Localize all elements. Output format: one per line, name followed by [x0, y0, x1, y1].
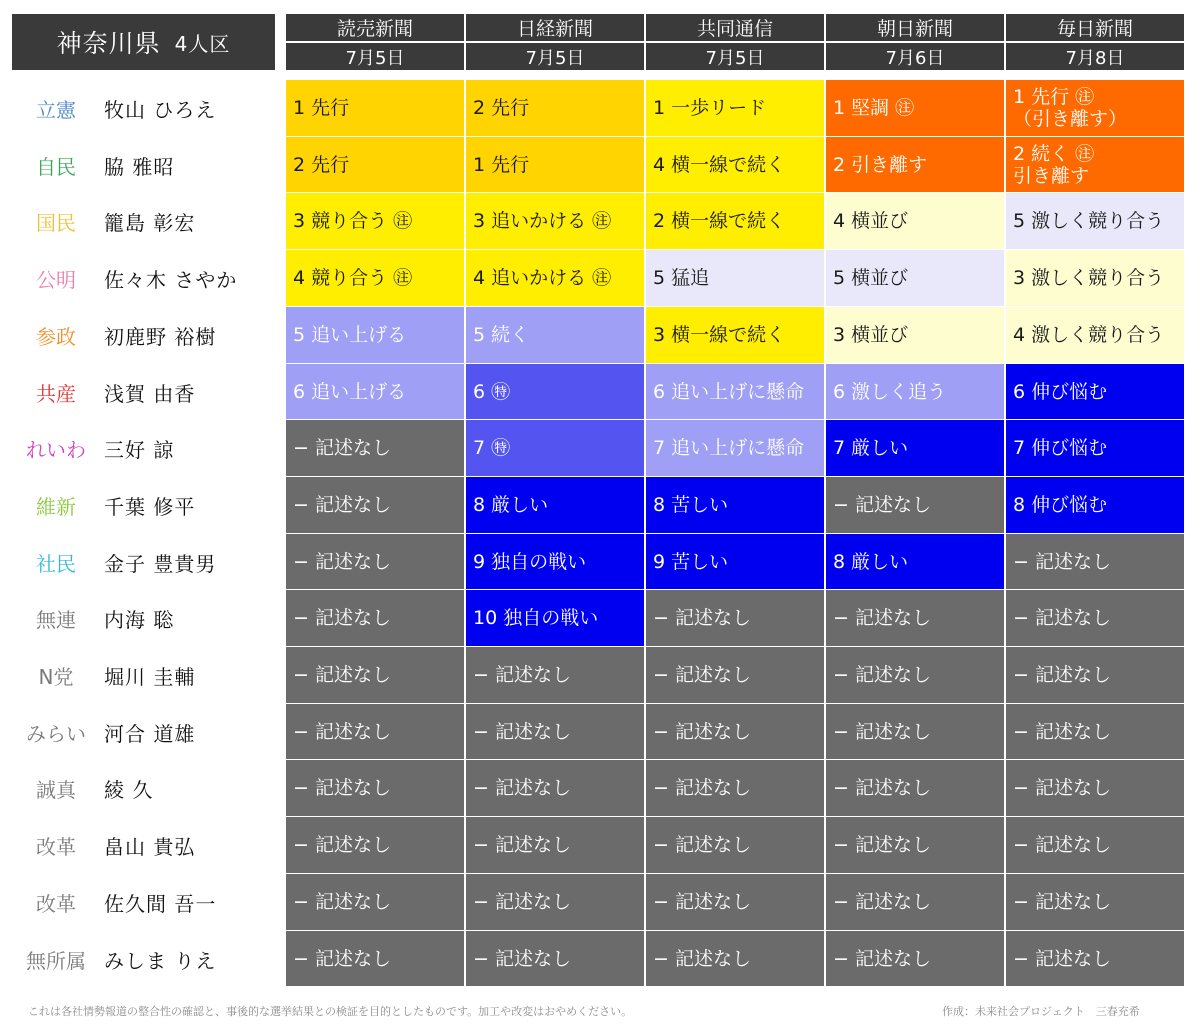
- party-name: 無所属: [26, 948, 86, 973]
- forecast-cell: [1006, 760, 1184, 816]
- candidate-row-label: [20, 250, 275, 306]
- forecast-cell: [286, 137, 464, 192]
- forecast-text: 6 追い上げに懸命: [653, 380, 805, 403]
- party-name: 共産: [36, 381, 76, 406]
- source-name: 共同通信: [646, 14, 824, 41]
- forecast-cell: [466, 307, 644, 363]
- forecast-cell: [286, 647, 464, 703]
- forecast-text: 4 競り合う ㊟: [293, 267, 413, 289]
- forecast-text: 3 激しく競り合う: [1013, 267, 1165, 289]
- candidate-name: 畠山 貴弘: [104, 834, 196, 859]
- forecast-cell: [646, 760, 824, 816]
- forecast-cell: [286, 590, 464, 646]
- candidate-name: 牧山 ひろえ: [104, 97, 217, 122]
- forecast-text: − 記述なし: [653, 947, 751, 970]
- forecast-text: − 記述なし: [473, 947, 571, 970]
- party-name: 社民: [36, 551, 76, 576]
- source-date: 7月5日: [286, 43, 464, 70]
- forecast-cell: [286, 477, 464, 533]
- party-name: れいわ: [26, 437, 86, 462]
- candidate-name: 三好 諒: [104, 437, 175, 462]
- forecast-text: − 記述なし: [293, 947, 391, 970]
- forecast-cell: [466, 760, 644, 816]
- forecast-text: 2 先行: [473, 97, 530, 119]
- forecast-cell: [826, 364, 1004, 419]
- party-name: 参政: [36, 324, 76, 349]
- party-name: 維新: [36, 494, 76, 519]
- candidate-row-label: [20, 534, 275, 590]
- forecast-cell: [466, 364, 644, 419]
- forecast-text: − 記述なし: [1013, 720, 1111, 743]
- candidate-row-label: [20, 420, 275, 476]
- forecast-cell: [646, 420, 824, 476]
- candidate-name: みしま りえ: [104, 948, 217, 973]
- forecast-cell: [286, 534, 464, 589]
- forecast-text: 8 厳しい: [473, 494, 549, 516]
- forecast-text: 6 激しく追う: [833, 380, 947, 403]
- forecast-cell: [826, 80, 1004, 136]
- forecast-text: − 記述なし: [653, 720, 751, 743]
- forecast-text: − 記述なし: [833, 607, 931, 629]
- forecast-text: 1 先行: [293, 97, 350, 119]
- forecast-cell: [286, 364, 464, 419]
- footer-disclaimer: これは各社情勢報道の整合性の確認と、事後的な選挙結果との検証を目的としたものです。加工や改変はおやめください。: [28, 1005, 633, 1018]
- forecast-text: 7 厳しい: [833, 437, 909, 459]
- forecast-text: − 記述なし: [293, 834, 391, 856]
- forecast-text: 4 横並び: [833, 210, 909, 232]
- forecast-text: 4 横一線で続く: [653, 153, 786, 176]
- forecast-cell: [646, 704, 824, 759]
- source-date: 7月5日: [646, 43, 824, 70]
- forecast-cell: [1006, 704, 1184, 759]
- candidate-name: 脇 雅昭: [104, 154, 175, 179]
- forecast-text: − 記述なし: [293, 777, 391, 799]
- party-name: 誠真: [36, 777, 76, 802]
- candidate-row-label: [20, 193, 275, 249]
- forecast-text: 10 独自の戦い: [473, 607, 599, 629]
- forecast-cell: [646, 590, 824, 646]
- forecast-text: 6 追い上げる: [293, 380, 407, 403]
- source-date: 7月6日: [826, 43, 1004, 70]
- candidate-row-label: [20, 80, 275, 136]
- forecast-text: 2 引き離す: [833, 153, 928, 176]
- forecast-cell: [826, 137, 1004, 192]
- forecast-text: − 記述なし: [473, 777, 571, 799]
- forecast-cell: [826, 534, 1004, 589]
- forecast-cell: [466, 420, 644, 476]
- candidate-row-label: [20, 590, 275, 646]
- forecast-text: 4 激しく競り合う: [1013, 324, 1165, 346]
- forecast-text: 1 先行 ㊟: [1013, 86, 1095, 108]
- forecast-cell: [826, 704, 1004, 759]
- forecast-cell: [286, 250, 464, 306]
- forecast-text: − 記述なし: [833, 891, 931, 913]
- forecast-text: − 記述なし: [473, 891, 571, 913]
- candidate-name: 浅賀 由香: [104, 381, 196, 406]
- forecast-text: − 記述なし: [293, 891, 391, 913]
- forecast-text: − 記述なし: [1013, 834, 1111, 856]
- forecast-text: 3 追いかける ㊟: [473, 210, 612, 232]
- forecast-cell: [826, 931, 1004, 986]
- forecast-text: 7 追い上げに懸命: [653, 437, 805, 459]
- forecast-cell: [1006, 137, 1184, 192]
- forecast-text: 9 苦しい: [653, 550, 729, 573]
- party-name: N党: [38, 664, 74, 689]
- source-name: 朝日新聞: [826, 14, 1004, 41]
- forecast-text: − 記述なし: [293, 664, 391, 686]
- source-name: 日経新聞: [466, 14, 644, 41]
- forecast-cell: [646, 364, 824, 419]
- forecast-text: 7 ㊕: [473, 437, 511, 459]
- forecast-text: − 記述なし: [653, 891, 751, 913]
- forecast-cell: [286, 874, 464, 930]
- forecast-text: 2 続く ㊟: [1013, 142, 1095, 165]
- party-name: 国民: [36, 210, 76, 235]
- forecast-cell: [1006, 307, 1184, 363]
- candidate-name: 河合 道雄: [104, 721, 196, 746]
- forecast-text: 8 伸び悩む: [1013, 494, 1108, 516]
- candidate-row-label: [20, 874, 275, 930]
- forecast-text: 5 追い上げる: [293, 324, 407, 346]
- candidate-name: 籠島 彰宏: [104, 210, 196, 235]
- forecast-text: − 記述なし: [833, 947, 931, 970]
- candidate-row-label: [20, 307, 275, 363]
- forecast-text: − 記述なし: [473, 720, 571, 743]
- forecast-cell: [1006, 193, 1184, 249]
- forecast-cell: [1006, 874, 1184, 930]
- forecast-cell: [286, 931, 464, 986]
- forecast-cell: [286, 193, 464, 249]
- candidate-name: 内海 聡: [104, 607, 175, 632]
- forecast-cell: [826, 250, 1004, 306]
- forecast-cell: [1006, 80, 1184, 136]
- candidate-row-label: [20, 931, 275, 987]
- candidate-row-label: [20, 137, 275, 193]
- forecast-text: − 記述なし: [1013, 947, 1111, 970]
- forecast-cell: [826, 647, 1004, 703]
- forecast-text: 5 続く: [473, 324, 530, 346]
- forecast-cell: [466, 931, 644, 986]
- forecast-text: （引き離す）: [1013, 108, 1128, 130]
- forecast-cell: [646, 307, 824, 363]
- forecast-cell: [466, 704, 644, 759]
- forecast-cell: [1006, 931, 1184, 986]
- forecast-text: − 記述なし: [1013, 664, 1111, 686]
- forecast-cell: [466, 477, 644, 533]
- forecast-text: − 記述なし: [833, 494, 931, 516]
- forecast-text: 9 独自の戦い: [473, 550, 587, 573]
- district-title: [12, 14, 275, 70]
- forecast-cell: [826, 760, 1004, 816]
- forecast-text: − 記述なし: [833, 664, 931, 686]
- source-date: 7月8日: [1006, 43, 1184, 70]
- source-date: 7月5日: [466, 43, 644, 70]
- forecast-cell: [826, 477, 1004, 533]
- forecast-text: 2 横一線で続く: [653, 210, 786, 232]
- forecast-cell: [646, 477, 824, 533]
- party-name: みらい: [26, 721, 86, 746]
- forecast-text: 1 堅調 ㊟: [833, 97, 915, 119]
- forecast-cell: [1006, 477, 1184, 533]
- forecast-cell: [646, 931, 824, 986]
- forecast-cell: [1006, 250, 1184, 306]
- forecast-cell: [1006, 590, 1184, 646]
- column-header: [466, 14, 644, 70]
- forecast-cell: [646, 874, 824, 930]
- party-name: 自民: [36, 154, 76, 179]
- forecast-text: − 記述なし: [1013, 777, 1111, 799]
- forecast-text: − 記述なし: [833, 834, 931, 856]
- candidate-row-label: [20, 817, 275, 873]
- forecast-cell: [646, 817, 824, 873]
- district-name: 神奈川県: [56, 29, 161, 58]
- party-name: 立憲: [36, 97, 76, 122]
- forecast-text: 4 追いかける ㊟: [473, 267, 612, 289]
- forecast-cell: [1006, 534, 1184, 589]
- forecast-text: − 記述なし: [473, 834, 571, 856]
- forecast-text: 1 一歩リード: [653, 97, 767, 119]
- forecast-cell: [826, 874, 1004, 930]
- forecast-text: 3 横並び: [833, 324, 909, 346]
- forecast-text: − 記述なし: [293, 607, 391, 629]
- source-name: 読売新聞: [286, 14, 464, 41]
- forecast-text: − 記述なし: [1013, 607, 1111, 629]
- forecast-text: 引き離す: [1013, 164, 1090, 187]
- forecast-cell: [826, 307, 1004, 363]
- forecast-text: 2 先行: [293, 153, 350, 176]
- candidate-name: 佐々木 さやか: [104, 267, 238, 292]
- forecast-text: − 記述なし: [293, 550, 391, 573]
- forecast-text: − 記述なし: [1013, 550, 1111, 573]
- forecast-text: 7 伸び悩む: [1013, 437, 1108, 459]
- forecast-cell: [466, 534, 644, 589]
- forecast-cell: [826, 420, 1004, 476]
- forecast-text: 6 ㊕: [473, 380, 511, 403]
- forecast-text: − 記述なし: [293, 720, 391, 743]
- forecast-text: − 記述なし: [473, 664, 571, 686]
- party-name: 改革: [36, 891, 76, 916]
- forecast-cell: [286, 817, 464, 873]
- forecast-text: − 記述なし: [653, 777, 751, 799]
- forecast-text: 5 横並び: [833, 267, 909, 289]
- forecast-cell: [826, 817, 1004, 873]
- party-name: 改革: [36, 834, 76, 859]
- forecast-cell: [286, 760, 464, 816]
- party-name: 無連: [36, 607, 76, 632]
- party-name: 公明: [36, 267, 76, 292]
- forecast-cell: [1006, 420, 1184, 476]
- forecast-cell: [466, 817, 644, 873]
- candidate-name: 堀川 圭輔: [104, 664, 196, 689]
- forecast-text: 1 先行: [473, 153, 530, 176]
- column-header: [1006, 14, 1184, 70]
- forecast-cell: [466, 250, 644, 306]
- column-header: [286, 14, 464, 70]
- candidate-name: 金子 豊貴男: [104, 551, 217, 576]
- forecast-text: − 記述なし: [293, 494, 391, 516]
- forecast-cell: [1006, 817, 1184, 873]
- forecast-cell: [826, 590, 1004, 646]
- column-header: [826, 14, 1004, 70]
- forecast-cell: [286, 704, 464, 759]
- forecast-text: 6 伸び悩む: [1013, 380, 1108, 403]
- candidate-name: 千葉 修平: [104, 494, 196, 519]
- forecast-cell: [1006, 647, 1184, 703]
- forecast-text: 8 厳しい: [833, 550, 909, 573]
- forecast-cell: [466, 80, 644, 136]
- forecast-text: 3 横一線で続く: [653, 324, 786, 346]
- forecast-cell: [466, 137, 644, 192]
- forecast-cell: [466, 590, 644, 646]
- candidate-name: 綾 久: [104, 777, 154, 802]
- forecast-cell: [1006, 364, 1184, 419]
- forecast-text: 3 競り合う ㊟: [293, 210, 413, 232]
- forecast-cell: [466, 647, 644, 703]
- candidate-row-label: [20, 364, 275, 420]
- forecast-text: 5 激しく競り合う: [1013, 210, 1165, 232]
- forecast-cell: [646, 137, 824, 192]
- forecast-text: − 記述なし: [293, 437, 391, 459]
- forecast-cell: [646, 193, 824, 249]
- forecast-cell: [466, 193, 644, 249]
- candidate-row-label: [20, 477, 275, 533]
- candidate-name: 初鹿野 裕樹: [104, 324, 217, 349]
- forecast-text: 5 猛追: [653, 267, 710, 289]
- forecast-text: − 記述なし: [833, 720, 931, 743]
- candidate-name: 佐久間 吾一: [104, 891, 217, 916]
- candidate-row-label: [20, 647, 275, 703]
- footer-credit: 作成：未来社会プロジェクト 三春充希: [942, 1005, 1140, 1018]
- forecast-cell: [286, 420, 464, 476]
- forecast-text: 8 苦しい: [653, 494, 729, 516]
- candidate-row-label: [20, 704, 275, 760]
- forecast-cell: [646, 534, 824, 589]
- forecast-text: − 記述なし: [653, 664, 751, 686]
- forecast-cell: [466, 874, 644, 930]
- forecast-text: − 記述なし: [653, 834, 751, 856]
- column-header: [646, 14, 824, 70]
- forecast-text: − 記述なし: [1013, 891, 1111, 913]
- forecast-cell: [826, 193, 1004, 249]
- forecast-cell: [646, 647, 824, 703]
- seat-count: 4人区: [174, 31, 231, 56]
- candidate-row-label: [20, 760, 275, 816]
- forecast-cell: [286, 307, 464, 363]
- forecast-cell: [646, 80, 824, 136]
- forecast-text: − 記述なし: [833, 777, 931, 799]
- forecast-cell: [286, 80, 464, 136]
- source-name: 毎日新聞: [1006, 14, 1184, 41]
- forecast-text: − 記述なし: [653, 607, 751, 629]
- forecast-cell: [646, 250, 824, 306]
